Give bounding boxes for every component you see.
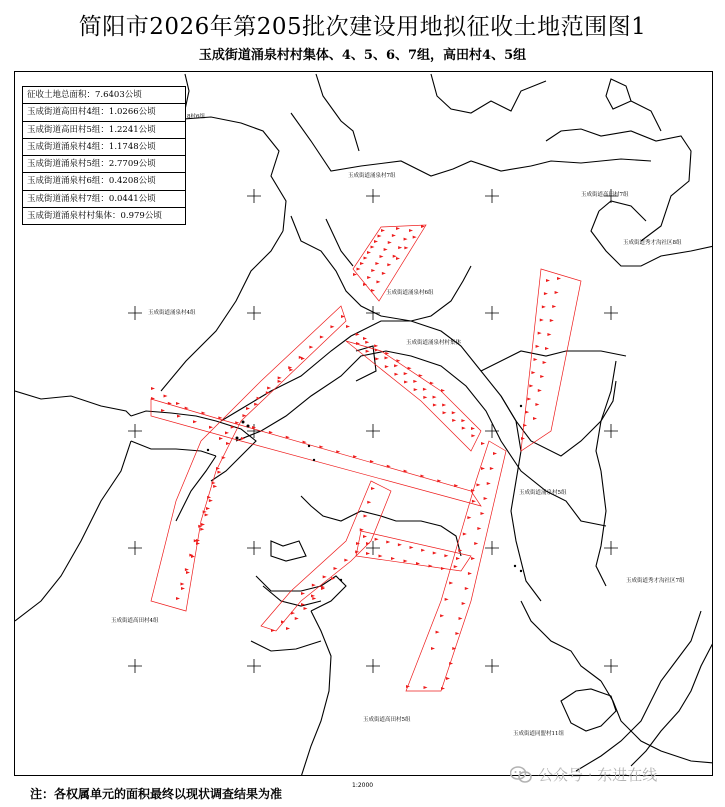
parcel-marker [384, 356, 388, 360]
boundary-line [271, 541, 306, 561]
parcel-marker [371, 269, 375, 273]
parcel-marker [176, 597, 180, 601]
parcel-strip [151, 306, 346, 611]
boundary-line [183, 74, 286, 231]
parcel-marker [367, 276, 371, 280]
parcel-marker [433, 552, 437, 556]
parcel-marker [180, 583, 184, 587]
parcel-marker [392, 234, 396, 238]
parcel-marker [278, 376, 282, 380]
wechat-icon [510, 766, 532, 784]
parcel-marker [545, 347, 549, 351]
legend-row: 玉成街道高田村4组：1.0266公顷 [23, 104, 185, 121]
parcel-marker [177, 415, 181, 419]
parcel-marker [535, 403, 539, 407]
boundary-line [15, 391, 131, 416]
parcel-marker [366, 350, 370, 354]
parcel-marker [301, 592, 305, 596]
watermark [510, 764, 657, 785]
parcel-marker [459, 617, 463, 621]
parcel-marker [396, 257, 400, 261]
parcel-marker [534, 358, 538, 362]
place-labels [111, 112, 685, 737]
parcel-marker [431, 647, 435, 651]
parcel-marker [404, 238, 408, 242]
parcel-marker [540, 319, 544, 323]
parcel-marker [538, 389, 542, 393]
parcel-marker [410, 546, 414, 550]
parcel-marker [443, 411, 447, 415]
grid-cross [247, 306, 261, 320]
parcel-marker [409, 229, 413, 233]
label-xiucaigou-7: 玉成街道秀才沟社区7组 [626, 578, 685, 584]
grid-cross [604, 424, 618, 438]
boundary-line [291, 113, 531, 176]
parcel-marker [398, 246, 402, 250]
boundary-line [316, 74, 359, 151]
parcel-marker [481, 442, 485, 446]
parcel-marker [521, 437, 525, 441]
legend-row-total: 征收土地总面积：7.6403公顷 [23, 87, 185, 104]
parcel-marker [455, 632, 459, 636]
grid-cross [604, 306, 618, 320]
parcel-marker [387, 263, 391, 267]
parcel-marker [309, 346, 313, 350]
parcel-marker [462, 427, 466, 431]
parcel-marker [320, 335, 324, 339]
parcel-marker [398, 543, 402, 547]
parcel-marker [454, 565, 458, 569]
grid-cross [366, 659, 380, 673]
parcel-marker [536, 345, 540, 349]
boundary-line [601, 681, 713, 763]
parcel-marker [375, 357, 379, 361]
parcel-marker [375, 262, 379, 266]
label-gaotian-5: 玉成街道高田村5组 [363, 717, 411, 723]
parcel-marker [423, 396, 427, 400]
parcel-marker [544, 292, 548, 296]
parcel-marker [529, 384, 533, 388]
parcel-marker [433, 396, 437, 400]
parcel-marker [271, 629, 275, 633]
legend-row: 玉成街道涌泉村7组：0.0441公顷 [23, 191, 185, 208]
scale-label: 1:2000 [352, 782, 374, 789]
boundary-line [591, 211, 713, 266]
label-yongquan-6: 玉成街道涌泉村6组 [386, 290, 434, 296]
parcel-marker [465, 587, 469, 591]
grid-cross [128, 424, 142, 438]
label-yongquan-4: 玉成街道涌泉村4组 [148, 310, 196, 316]
parcel-marker [304, 607, 308, 611]
parcel-marker [442, 403, 446, 407]
parcel-marker [461, 419, 465, 423]
parcel-marker [542, 305, 546, 309]
parcel-marker [484, 497, 488, 501]
parcel-marker [424, 686, 428, 690]
parcel-marker [538, 332, 542, 336]
parcel-marker [375, 538, 379, 542]
boundary-line [15, 441, 131, 621]
parcel-marker [246, 407, 250, 411]
boundary-line [301, 611, 331, 776]
boundary-line [251, 641, 321, 651]
label-gaotian-7: 玉成街道高田村7组 [581, 192, 629, 198]
parcel-marker [376, 280, 380, 284]
parcel-strip [406, 441, 506, 691]
grid-cross [485, 659, 499, 673]
parcel-strip [261, 481, 391, 631]
parcel-marker [543, 361, 547, 365]
parcel-marker [371, 487, 375, 491]
parcel-marker [471, 557, 475, 561]
boundary-line [431, 74, 546, 113]
parcel-marker [456, 557, 460, 561]
grid-cross [128, 541, 142, 555]
boundary-line [561, 689, 616, 731]
parcel-marker [344, 559, 348, 563]
parcel-marker [467, 516, 471, 520]
label-yongquan-5: 玉成街道涌泉村5组 [519, 490, 567, 496]
parcel-marker [388, 241, 392, 245]
parcel-marker [151, 387, 155, 391]
parcel-marker [452, 411, 456, 415]
boundary-line [301, 496, 381, 521]
parcel-marker [490, 467, 494, 471]
parcel-marker [441, 567, 445, 571]
boundary-line [576, 611, 701, 771]
parcel-marker [330, 325, 334, 329]
label-yongquan-7: 玉成街道涌泉村7组 [348, 173, 396, 179]
parcel-marker [291, 612, 295, 616]
parcel-marker [436, 631, 440, 635]
parcel-marker [546, 279, 550, 283]
parcel-marker [471, 427, 475, 431]
parcel-marker [421, 549, 425, 553]
parcel-marker [371, 246, 375, 250]
parcel-marker [446, 677, 450, 681]
grid-cross [604, 541, 618, 555]
boundary-line [521, 601, 601, 681]
parcel-marker [213, 485, 217, 489]
parcel-marker [374, 344, 378, 348]
parcel-marker [480, 512, 484, 516]
parcel-marker [441, 389, 445, 393]
parcel-marker [404, 372, 408, 376]
parcel-marker [356, 333, 360, 337]
parcel-marker [176, 402, 180, 406]
parcel-marker [367, 501, 371, 505]
parcel-marker [481, 467, 485, 471]
parcel-marker [462, 602, 466, 606]
parcel-marker [441, 687, 445, 691]
grid-cross [485, 306, 499, 320]
parcel-marker [540, 375, 544, 379]
parcel-marker [531, 371, 535, 375]
boundary-line [531, 159, 651, 166]
label-gaotian-4: 玉成街道高田村4组 [111, 618, 159, 624]
parcel-marker [471, 434, 475, 438]
boundary-line [546, 129, 691, 241]
parcel-marker [193, 420, 197, 424]
parcel-marker [525, 411, 529, 415]
parcel-marker [374, 240, 378, 244]
parcel-marker [381, 229, 385, 233]
parcel-marker [396, 227, 400, 231]
parcel-strip [346, 341, 481, 451]
parcel-marker [557, 277, 561, 281]
grid-cross [128, 306, 142, 320]
parcel-marker [404, 380, 408, 384]
parcel-marker [357, 268, 361, 272]
parcel-marker [295, 617, 299, 621]
parcel-marker [360, 262, 364, 266]
parcel-marker [445, 598, 449, 602]
parcel-marker [363, 535, 367, 539]
parcel-marker [394, 364, 398, 368]
area-legend-table [22, 86, 186, 225]
parcel-marker [550, 319, 554, 323]
parcel-marker [547, 333, 551, 337]
parcel-marker [476, 483, 480, 487]
watermark-text: 公众号 · 东进在线 [538, 766, 658, 784]
parcel-marker [391, 557, 395, 561]
label-tongmeng-11: 玉成街道同盟村11组 [513, 731, 564, 737]
parcel-marker [414, 388, 418, 392]
parcel-marker [346, 325, 350, 329]
parcel-marker [209, 499, 213, 503]
legend-row: 玉成街道高田村5组：1.2241公顷 [23, 122, 185, 139]
parcel-marker [433, 404, 437, 408]
grid-cross [247, 189, 261, 203]
parcel-marker [555, 291, 559, 295]
parcel-marker [186, 571, 190, 575]
parcel-marker [365, 341, 369, 345]
parcel-marker [286, 627, 290, 631]
parcel-marker [440, 614, 444, 618]
boundary-line [481, 351, 626, 371]
parcel-outlines [151, 225, 581, 691]
boundary-line [631, 101, 661, 131]
parcel-marker [404, 246, 408, 250]
boundary-line [326, 219, 353, 266]
parcel-marker [181, 587, 185, 591]
parcel-marker [384, 248, 388, 252]
parcel-marker [394, 373, 398, 377]
boundary-line [631, 641, 713, 766]
boundary-line [596, 471, 606, 586]
grid-cross [485, 189, 499, 203]
grid-cross [247, 541, 261, 555]
parcel-marker [363, 337, 367, 341]
grid-cross [604, 659, 618, 673]
parcel-marker [364, 515, 368, 519]
footer-note: 注：各权属单元的面积最终以现状调查结果为准 [30, 787, 283, 801]
parcel-marker [487, 482, 491, 486]
parcel-marker [437, 479, 441, 483]
grid-cross [247, 659, 261, 673]
label-yongquan-jiti: 玉成街道涌泉村村集体 [406, 340, 462, 346]
parcel-marker [452, 419, 456, 423]
grid-marks [128, 189, 618, 673]
boundary-line [381, 516, 461, 556]
parcel-marker [472, 500, 476, 504]
parcel-marker [468, 572, 472, 576]
parcel-marker [413, 236, 417, 240]
parcel-marker [356, 342, 360, 346]
parcel-marker [413, 380, 417, 384]
parcel-marker [552, 305, 556, 309]
parcel-marker [379, 555, 383, 559]
parcel-marker [267, 387, 271, 391]
parcel-marker [463, 532, 467, 536]
parcel-marker [191, 555, 195, 559]
parcel-marker [206, 507, 210, 511]
parcel-marker [527, 398, 531, 402]
parcel-marker [474, 542, 478, 546]
grid-cross [366, 189, 380, 203]
legend-row: 玉成街道涌泉村6组：0.4208公顷 [23, 173, 185, 190]
parcel-marker [477, 527, 481, 531]
parcel-marker [382, 272, 386, 276]
parcel-marker [493, 452, 497, 456]
parcel-marker [454, 484, 458, 488]
boundary-line [596, 361, 616, 471]
parcel-marker [200, 528, 204, 532]
map-title: 简阳市2026年第205批次建设用地拟征收土地范围图1 [78, 14, 647, 40]
boundary-line [176, 456, 216, 521]
parcel-marker [367, 251, 371, 255]
legend-row: 玉成街道涌泉村5组：2.7709公顷 [23, 156, 185, 173]
grid-cross [485, 541, 499, 555]
parcel-marker [423, 388, 427, 392]
parcel-marker [444, 554, 448, 558]
parcel-marker [380, 255, 384, 259]
parcel-marker [312, 597, 316, 601]
parcel-marker [151, 397, 155, 401]
parcel-marker [225, 431, 229, 435]
grid-cross [128, 659, 142, 673]
legend-row: 玉成街道涌泉村4组：1.1748公顷 [23, 139, 185, 156]
parcel-marker [219, 437, 223, 441]
river-bank [131, 441, 216, 456]
parcel-strip [521, 269, 581, 451]
parcel-marker [378, 235, 382, 239]
legend-row: 玉成街道涌泉村村集体：0.979公顷 [27, 211, 162, 222]
parcel-marker [364, 257, 368, 261]
boundary-line [606, 79, 631, 109]
parcel-marker [334, 567, 338, 571]
label-gaotian-6: 8村6组 [187, 114, 205, 120]
label-xiucaigou-8: 玉成街道秀才沟社区8组 [623, 240, 682, 246]
parcel-marker [205, 513, 209, 517]
parcel-marker [533, 417, 537, 421]
boundary-line [599, 201, 646, 221]
parcel-marker [386, 541, 390, 545]
parcel-marker [366, 552, 370, 556]
parcel-strip [151, 399, 481, 506]
parcel-marker [385, 365, 389, 369]
grid-cross [485, 424, 499, 438]
parcel-marker [323, 575, 327, 579]
grid-cross [366, 306, 380, 320]
map-subtitle: 玉成街道涌泉村村集体、4、5、6、7组，高田村4、5组 [198, 48, 527, 63]
grid-cross [366, 424, 380, 438]
parcel-marker [449, 582, 453, 586]
parcel-marker [222, 456, 226, 460]
parcel-marker [164, 395, 168, 399]
